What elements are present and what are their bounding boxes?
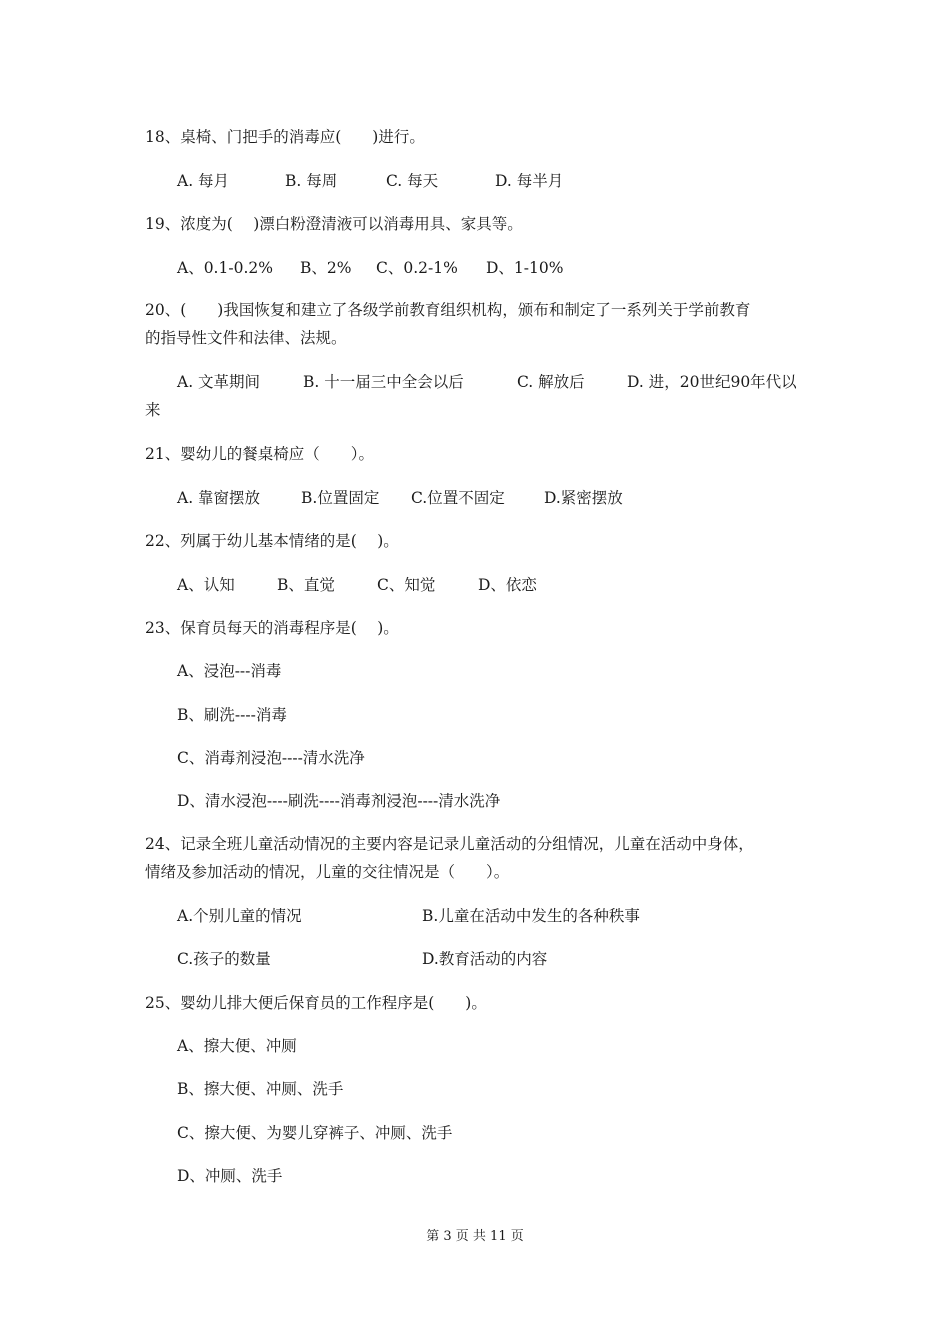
question-22: 22、列属于幼儿基本情绪的是( )。 bbox=[145, 532, 399, 550]
option-d: D.紧密摆放 bbox=[544, 489, 623, 507]
option-c: C.孩子的数量 bbox=[177, 950, 271, 968]
option-c: C.位置不固定 bbox=[411, 489, 505, 507]
question-23: 23、保育员每天的消毒程序是( )。 bbox=[145, 619, 399, 637]
question-25-option-d: D、冲厕、洗手 bbox=[177, 1167, 283, 1185]
question-24-line-2: 情绪及参加活动的情况，儿童的交往情况是（ ）。 bbox=[145, 863, 510, 881]
option-a: A、认知 bbox=[177, 576, 235, 594]
option-c: C、0.2-1% bbox=[376, 259, 458, 277]
option-a: A.个别儿童的情况 bbox=[177, 907, 302, 925]
option-c: C、知觉 bbox=[377, 576, 436, 594]
option-d: D、依恋 bbox=[478, 576, 537, 594]
question-23-option-d: D、清水浸泡----刷洗----消毒剂浸泡----清水洗净 bbox=[177, 792, 501, 810]
question-25-option-c: C、擦大便、为婴儿穿裤子、冲厕、洗手 bbox=[177, 1124, 453, 1142]
question-23-option-c: C、消毒剂浸泡----清水洗净 bbox=[177, 749, 365, 767]
question-25-option-b: B、擦大便、冲厕、洗手 bbox=[177, 1080, 344, 1098]
question-20-line-1: 20、( )我国恢复和建立了各级学前教育组织机构，颁布和制定了一系列关于学前教育 bbox=[145, 301, 751, 319]
option-d: D、1-10% bbox=[486, 259, 564, 277]
option-d: D. 进，20世纪90年代以 bbox=[627, 373, 797, 391]
option-b: B. 十一届三中全会以后 bbox=[303, 373, 464, 391]
option-b: B、2% bbox=[300, 259, 352, 277]
option-c: C. 解放后 bbox=[517, 373, 585, 391]
question-18: 18、桌椅、门把手的消毒应( )进行。 bbox=[145, 128, 425, 146]
option-a: A. 文革期间 bbox=[177, 373, 261, 391]
question-20-line-2: 的指导性文件和法律、法规。 bbox=[145, 329, 347, 347]
question-23-option-a: A、浸泡---消毒 bbox=[177, 662, 282, 680]
question-21: 21、婴幼儿的餐桌椅应（ ）。 bbox=[145, 445, 374, 463]
option-a: A. 每月 bbox=[177, 172, 230, 190]
question-24-line-1: 24、记录全班儿童活动情况的主要内容是记录儿童活动的分组情况，儿童在活动中身体， bbox=[145, 835, 754, 853]
option-b: B. 每周 bbox=[285, 172, 338, 190]
option-a: A、0.1-0.2% bbox=[177, 259, 273, 277]
option-a: A. 靠窗摆放 bbox=[177, 489, 261, 507]
option-b: B.儿童在活动中发生的各种秩事 bbox=[422, 907, 640, 925]
question-25: 25、婴幼儿排大便后保育员的工作程序是( )。 bbox=[145, 994, 487, 1012]
option-b: B.位置固定 bbox=[301, 489, 380, 507]
option-c: C. 每天 bbox=[386, 172, 439, 190]
question-23-option-b: B、刷洗----消毒 bbox=[177, 706, 287, 724]
question-25-option-a: A、擦大便、冲厕 bbox=[177, 1037, 297, 1055]
page-footer: 第 3 页 共 11 页 bbox=[426, 1229, 524, 1244]
option-d: D. 每半月 bbox=[495, 172, 564, 190]
question-20-wrap: 来 bbox=[145, 401, 161, 419]
option-d: D.教育活动的内容 bbox=[422, 950, 548, 968]
option-b: B、直觉 bbox=[277, 576, 335, 594]
question-19: 19、浓度为( )漂白粉澄清液可以消毒用具、家具等。 bbox=[145, 215, 523, 233]
